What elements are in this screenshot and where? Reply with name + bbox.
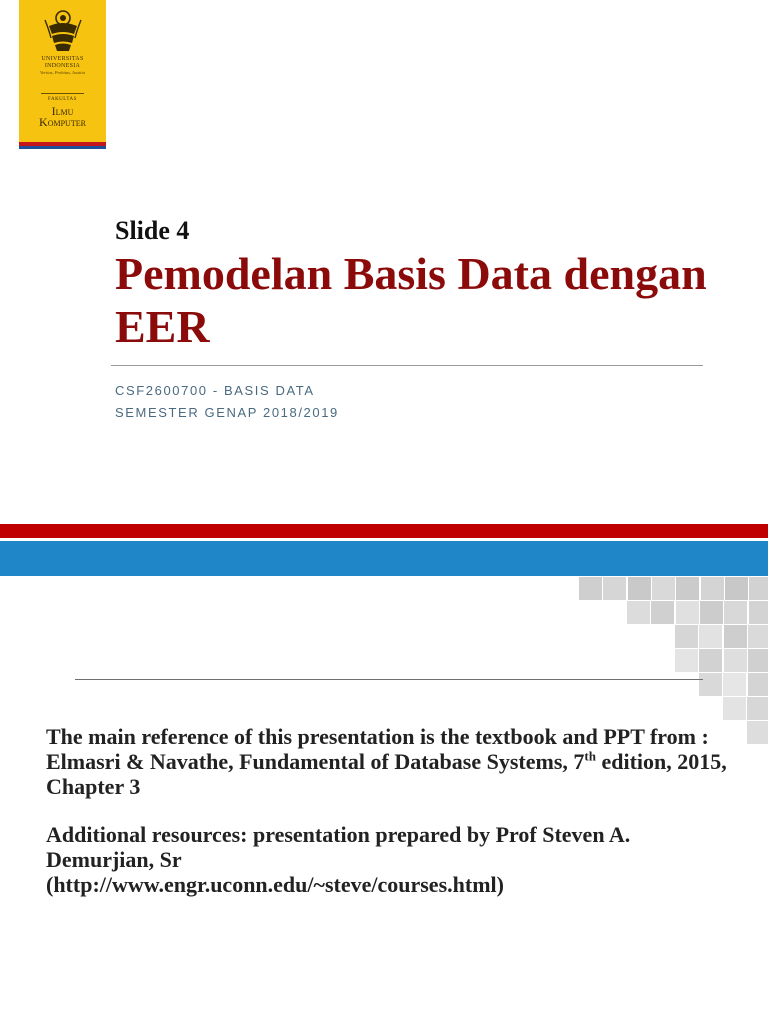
body-divider: [75, 679, 703, 680]
gray-tile: [725, 577, 748, 600]
gray-tile: [747, 721, 768, 744]
logo-divider: [41, 93, 84, 94]
gray-tile: [724, 625, 747, 648]
gray-tile: [724, 649, 747, 672]
gray-tile: [675, 649, 698, 672]
gray-tile: [675, 625, 698, 648]
logo-blue-stripe: [19, 146, 106, 149]
semester: SEMESTER GENAP 2018/2019: [115, 405, 339, 420]
gray-tile: [579, 577, 602, 600]
logo-faculty-label: FAKULTAS: [48, 97, 77, 102]
logo-motto: Veritas, Probitas, Iustitia: [39, 70, 86, 75]
gray-tile: [651, 601, 674, 624]
gray-tile: [627, 601, 650, 624]
gray-tile: [676, 601, 699, 624]
gray-tile: [748, 673, 768, 696]
blue-band: [0, 541, 768, 576]
logo-faculty-line2: Komputer: [39, 115, 86, 129]
logo-faculty-line1: Ilmu: [51, 104, 74, 118]
gray-tile: [699, 625, 722, 648]
gray-tile: [628, 577, 651, 600]
gray-tile: [701, 577, 724, 600]
gray-tile: [748, 649, 768, 672]
gray-tile: [747, 697, 768, 720]
gray-tile: [723, 673, 746, 696]
reference-paragraph: The main reference of this presentation is the textbook and PPT from : Elmasri & Navathe, Fundamental of Database Systems, 7th edition, 2015, Chapter 3: [46, 724, 727, 799]
makara-emblem-icon: [43, 8, 83, 54]
gray-tile: [749, 577, 768, 600]
course-info: [115, 380, 339, 424]
gray-tile: [699, 649, 722, 672]
gray-tile: [652, 577, 675, 600]
resource-url: (http://www.engr.uconn.edu/~steve/courses.html): [46, 872, 504, 897]
gray-tile: [699, 673, 722, 696]
slide-title: Pemodelan Basis Data dengan EER: [115, 248, 707, 352]
university-logo: [19, 0, 106, 150]
title-divider: [111, 365, 703, 366]
gray-tile: [723, 697, 746, 720]
red-band: [0, 524, 768, 538]
gray-tile: [603, 577, 626, 600]
gray-tile: [749, 601, 768, 624]
gray-tile: [700, 601, 723, 624]
gray-tile: [676, 577, 699, 600]
slide-number: Slide 4: [115, 216, 190, 245]
gray-tile: [748, 625, 768, 648]
gray-tile: [724, 601, 747, 624]
additional-resources-paragraph: Additional resources: presentation prepared by Prof Steven A. Demurjian, Sr (http://www.engr.uconn.edu/~steve/courses.html): [46, 822, 631, 897]
logo-university-name: UNIVERSITAS INDONESIA: [41, 56, 84, 69]
course-code: CSF2600700 - BASIS DATA: [115, 383, 315, 398]
